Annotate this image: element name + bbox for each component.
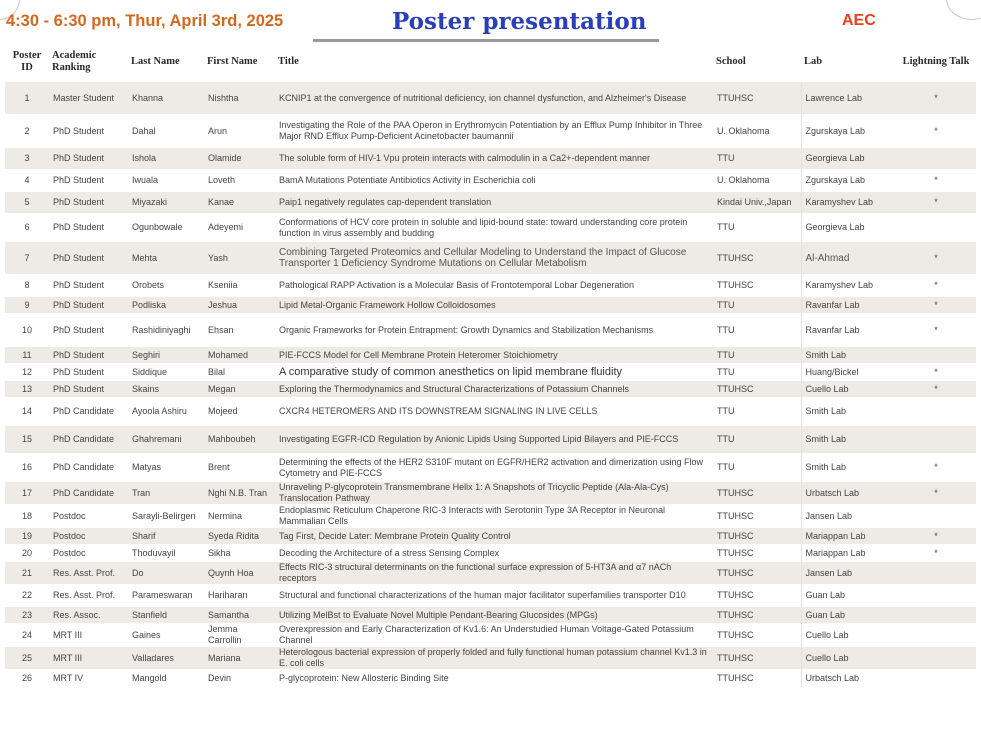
lightning-talk-cell	[896, 647, 976, 670]
lab-cell: Cuello Lab	[801, 381, 896, 398]
poster-id-cell: 7	[5, 242, 49, 275]
lab-cell: Georgieva Lab	[801, 148, 896, 170]
school-cell: TTUHSC	[713, 505, 801, 528]
poster-id-cell: 2	[5, 115, 49, 148]
table-row	[5, 647, 976, 670]
title-cell: Investigating the Role of the PAA Operon in Erythromycin Potentiation by an Efflux Pump Inhibitor in Three Major RND Efflux Pump-Deficient Acinetobacter baumannii	[275, 115, 713, 148]
poster-id-cell: 5	[5, 192, 49, 214]
title-cell: CXCR4 HETEROMERS AND ITS DOWNSTREAM SIGNALING IN LIVE CELLS	[275, 398, 713, 426]
school-cell: TTUHSC	[713, 242, 801, 275]
first-name-cell: Nishtha	[204, 82, 275, 115]
lightning-talk-cell	[896, 426, 976, 454]
table-row	[5, 528, 976, 545]
poster-id-cell: 13	[5, 381, 49, 398]
lightning-talk-cell: *	[896, 381, 976, 398]
title-cell: Conformations of HCV core protein in soluble and lipid-bound state: toward understanding core protein function in virus assembly and budding	[275, 214, 713, 242]
academic-ranking-cell: MRT IV	[49, 670, 128, 687]
lab-cell: Urbatsch Lab	[801, 482, 896, 505]
table-row	[5, 426, 976, 454]
lab-cell: Guan Lab	[801, 607, 896, 624]
academic-ranking-cell: PhD Student	[49, 297, 128, 314]
table-row	[5, 545, 976, 562]
first-name-cell: Mariana	[204, 647, 275, 670]
last-name-cell: Ogunbowale	[128, 214, 204, 242]
school-cell: TTUHSC	[713, 562, 801, 585]
poster-id-cell: 14	[5, 398, 49, 426]
academic-ranking-cell: PhD Candidate	[49, 482, 128, 505]
academic-ranking-cell: Res. Assoc.	[49, 607, 128, 624]
first-name-cell: Loveth	[204, 170, 275, 192]
lab-cell: Karamyshev Lab	[801, 275, 896, 297]
last-name-cell: Iwuala	[128, 170, 204, 192]
academic-ranking-cell: PhD Student	[49, 214, 128, 242]
academic-ranking-cell: PhD Student	[49, 381, 128, 398]
lab-cell: Jansen Lab	[801, 505, 896, 528]
school-cell: TTUHSC	[713, 275, 801, 297]
title-cell: Effects RIC-3 structural determinants on the functional surface expression of 5-HT3A and α7 nACh receptors	[275, 562, 713, 585]
table-row	[5, 607, 976, 624]
academic-ranking-cell: PhD Student	[49, 170, 128, 192]
academic-ranking-cell: PhD Candidate	[49, 426, 128, 454]
lab-cell: Jansen Lab	[801, 562, 896, 585]
school-cell: TTU	[713, 297, 801, 314]
title-cell: Overexpression and Early Characterization of Kv1.6: An Understudied Human Voltage-Gated Potassium Channel	[275, 624, 713, 647]
poster-id-cell: 21	[5, 562, 49, 585]
academic-ranking-cell: Postdoc	[49, 545, 128, 562]
title-cell: BamA Mutations Potentiate Antibiotics Activity in Escherichia coli	[275, 170, 713, 192]
school-cell: TTU	[713, 398, 801, 426]
school-cell: TTU	[713, 214, 801, 242]
col-header-lightning-talk: Lightning Talk	[902, 55, 970, 67]
col-header-title: Title	[278, 55, 299, 67]
academic-ranking-cell: PhD Student	[49, 347, 128, 364]
table-row	[5, 585, 976, 607]
lightning-talk-cell: *	[896, 364, 976, 381]
last-name-cell: Miyazaki	[128, 192, 204, 214]
title-cell: Exploring the Thermodynamics and Structural Characterizations of Potassium Channels	[275, 381, 713, 398]
table-row	[5, 562, 976, 585]
lab-cell: Zgurskaya Lab	[801, 115, 896, 148]
table-row	[5, 314, 976, 347]
academic-ranking-cell: Postdoc	[49, 528, 128, 545]
academic-ranking-cell: Res. Asst. Prof.	[49, 585, 128, 607]
last-name-cell: Mangold	[128, 670, 204, 687]
lightning-talk-cell	[896, 347, 976, 364]
last-name-cell: Matyas	[128, 454, 204, 482]
table-header-row	[5, 42, 976, 82]
poster-id-cell: 9	[5, 297, 49, 314]
lab-cell: Urbatsch Lab	[801, 670, 896, 687]
school-cell: TTUHSC	[713, 545, 801, 562]
table-row	[5, 192, 976, 214]
table-row	[5, 670, 976, 687]
title-cell: Tag First, Decide Later: Membrane Protein Quality Control	[275, 528, 713, 545]
lab-cell: Guan Lab	[801, 585, 896, 607]
lab-cell: Smith Lab	[801, 426, 896, 454]
title-cell: Combining Targeted Proteomics and Cellular Modeling to Understand the Impact of Glucose Transporter 1 Deficiency Syndrome Mutations on Cellular Metabolism	[275, 242, 713, 275]
first-name-cell: Devin	[204, 670, 275, 687]
school-cell: TTUHSC	[713, 381, 801, 398]
lightning-talk-cell	[896, 398, 976, 426]
poster-id-cell: 24	[5, 624, 49, 647]
title-cell: Paip1 negatively regulates cap-dependent translation	[275, 192, 713, 214]
table-row	[5, 148, 976, 170]
school-cell: Kindai Univ.,Japan	[713, 192, 801, 214]
lightning-talk-cell: *	[896, 297, 976, 314]
academic-ranking-cell: Master Student	[49, 82, 128, 115]
poster-id-cell: 25	[5, 647, 49, 670]
lightning-talk-cell: *	[896, 275, 976, 297]
school-cell: TTUHSC	[713, 607, 801, 624]
table-row	[5, 275, 976, 297]
last-name-cell: Ghahremani	[128, 426, 204, 454]
first-name-cell: Jeshua	[204, 297, 275, 314]
poster-id-cell: 23	[5, 607, 49, 624]
lightning-talk-cell	[896, 607, 976, 624]
last-name-cell: Ayoola Ashiru	[128, 398, 204, 426]
title-cell: Structural and functional characterizations of the human major facilitator superfamilies transporter D10	[275, 585, 713, 607]
first-name-cell: Kanae	[204, 192, 275, 214]
first-name-cell: Jemma Carrollin	[204, 624, 275, 647]
table-row	[5, 364, 976, 381]
last-name-cell: Sharif	[128, 528, 204, 545]
lightning-talk-cell: *	[896, 454, 976, 482]
lab-cell: Karamyshev Lab	[801, 192, 896, 214]
last-name-cell: Mehta	[128, 242, 204, 275]
last-name-cell: Podliska	[128, 297, 204, 314]
poster-id-cell: 10	[5, 314, 49, 347]
first-name-cell: Nghi N.B. Tran	[204, 482, 275, 505]
lightning-talk-cell	[896, 624, 976, 647]
academic-ranking-cell: MRT III	[49, 647, 128, 670]
table-row	[5, 297, 976, 314]
last-name-cell: Thoduvayil	[128, 545, 204, 562]
lightning-talk-cell: *	[896, 82, 976, 115]
academic-ranking-cell: Res. Asst. Prof.	[49, 562, 128, 585]
title-cell: Heterologous bacterial expression of properly folded and fully functional human potassium channel Kv1.3 in E. coli cells	[275, 647, 713, 670]
poster-id-cell: 22	[5, 585, 49, 607]
page-header	[0, 0, 981, 42]
school-cell: TTU	[713, 364, 801, 381]
academic-ranking-cell: PhD Student	[49, 148, 128, 170]
school-cell: TTU	[713, 148, 801, 170]
poster-id-cell: 6	[5, 214, 49, 242]
lightning-talk-cell	[896, 214, 976, 242]
table-row	[5, 82, 976, 115]
first-name-cell: Megan	[204, 381, 275, 398]
lightning-talk-cell: *	[896, 545, 976, 562]
school-cell: TTU	[713, 314, 801, 347]
first-name-cell: Syeda Ridita	[204, 528, 275, 545]
poster-id-cell: 8	[5, 275, 49, 297]
col-header-first-name: First Name	[207, 55, 258, 67]
last-name-cell: Do	[128, 562, 204, 585]
last-name-cell: Ishola	[128, 148, 204, 170]
poster-id-cell: 4	[5, 170, 49, 192]
last-name-cell: Sarayli-Belirgen	[128, 505, 204, 528]
table-row	[5, 505, 976, 528]
last-name-cell: Rashidiniyaghi	[128, 314, 204, 347]
lightning-talk-cell: *	[896, 242, 976, 275]
school-cell: TTUHSC	[713, 528, 801, 545]
title-cell: Unraveling P-glycoprotein Transmembrane Helix 1: A Snapshots of Tricyclic Peptide (Ala-Ala-Cys) Translocation Pathway	[275, 482, 713, 505]
title-cell: P-glycoprotein: New Allosteric Binding Site	[275, 670, 713, 687]
first-name-cell: Samantha	[204, 607, 275, 624]
school-cell: TTU	[713, 347, 801, 364]
lab-cell: Smith Lab	[801, 398, 896, 426]
lightning-talk-cell	[896, 585, 976, 607]
title-cell: A comparative study of common anesthetics on lipid membrane fluidity	[275, 364, 713, 381]
col-header-poster-id: Poster ID	[12, 49, 42, 73]
table-row	[5, 115, 976, 148]
academic-ranking-cell: PhD Student	[49, 192, 128, 214]
lab-cell: Cuello Lab	[801, 624, 896, 647]
col-header-school: School	[716, 55, 746, 67]
table-row	[5, 454, 976, 482]
table-row	[5, 398, 976, 426]
col-header-lab: Lab	[804, 55, 823, 67]
academic-ranking-cell: PhD Student	[49, 242, 128, 275]
title-cell: Decoding the Architecture of a stress Sensing Complex	[275, 545, 713, 562]
school-cell: TTUHSC	[713, 647, 801, 670]
col-header-last-name: Last Name	[131, 55, 180, 67]
poster-id-cell: 1	[5, 82, 49, 115]
table-row	[5, 347, 976, 364]
event-time: 4:30 - 6:30 pm, Thur, April 3rd, 2025	[6, 12, 284, 30]
last-name-cell: Orobets	[128, 275, 204, 297]
poster-id-cell: 11	[5, 347, 49, 364]
school-cell: TTUHSC	[713, 82, 801, 115]
table-row	[5, 624, 976, 647]
school-cell: TTUHSC	[713, 482, 801, 505]
last-name-cell: Siddique	[128, 364, 204, 381]
school-cell: TTU	[713, 454, 801, 482]
academic-ranking-cell: PhD Student	[49, 314, 128, 347]
lab-cell: Zgurskaya Lab	[801, 170, 896, 192]
lab-cell: Cuello Lab	[801, 647, 896, 670]
lightning-talk-cell	[896, 148, 976, 170]
title-cell: Utilizing MelBst to Evaluate Novel Multiple Pendant-Bearing Glucosides (MPGs)	[275, 607, 713, 624]
poster-id-cell: 16	[5, 454, 49, 482]
first-name-cell: Sikha	[204, 545, 275, 562]
lightning-talk-cell	[896, 562, 976, 585]
school-cell: TTUHSC	[713, 624, 801, 647]
title-cell: Endoplasmic Reticulum Chaperone RIC-3 Interacts with Serotonin Type 3A Receptor in Neuronal Mammalian Cells	[275, 505, 713, 528]
first-name-cell: Ehsan	[204, 314, 275, 347]
poster-id-cell: 15	[5, 426, 49, 454]
academic-ranking-cell: PhD Student	[49, 115, 128, 148]
last-name-cell: Stanfield	[128, 607, 204, 624]
title-cell: Lipid Metal-Organic Framework Hollow Colloidosomes	[275, 297, 713, 314]
lab-cell: Al-Ahmad	[801, 242, 896, 275]
academic-ranking-cell: PhD Student	[49, 364, 128, 381]
title-cell: Determining the effects of the HER2 S310F mutant on EGFR/HER2 activation and dimerization using Flow Cytometry and PIE-FCCS	[275, 454, 713, 482]
first-name-cell: Nermina	[204, 505, 275, 528]
table-row	[5, 214, 976, 242]
academic-ranking-cell: Postdoc	[49, 505, 128, 528]
table-row	[5, 482, 976, 505]
first-name-cell: Olamide	[204, 148, 275, 170]
last-name-cell: Valladares	[128, 647, 204, 670]
first-name-cell: Hariharan	[204, 585, 275, 607]
title-cell: Organic Frameworks for Protein Entrapment: Growth Dynamics and Stabilization Mechanisms	[275, 314, 713, 347]
first-name-cell: Bilal	[204, 364, 275, 381]
first-name-cell: Mojeed	[204, 398, 275, 426]
lightning-talk-cell	[896, 505, 976, 528]
col-header-academic-ranking: Academic Ranking	[52, 49, 97, 73]
table-row	[5, 242, 976, 275]
school-cell: U. Oklahoma	[713, 170, 801, 192]
lightning-talk-cell: *	[896, 115, 976, 148]
school-cell: TTUHSC	[713, 585, 801, 607]
title-cell: Investigating EGFR-ICD Regulation by Anionic Lipids Using Supported Lipid Bilayers and PIE-FCCS	[275, 426, 713, 454]
poster-id-cell: 20	[5, 545, 49, 562]
school-cell: TTUHSC	[713, 670, 801, 687]
poster-id-cell: 26	[5, 670, 49, 687]
lightning-talk-cell: *	[896, 170, 976, 192]
poster-id-cell: 17	[5, 482, 49, 505]
school-cell: TTU	[713, 426, 801, 454]
first-name-cell: Mahboubeh	[204, 426, 275, 454]
academic-ranking-cell: PhD Student	[49, 275, 128, 297]
first-name-cell: Adeyemi	[204, 214, 275, 242]
poster-id-cell: 18	[5, 505, 49, 528]
event-venue: AEC	[842, 12, 876, 29]
first-name-cell: Arun	[204, 115, 275, 148]
poster-id-cell: 19	[5, 528, 49, 545]
lab-cell: Ravanfar Lab	[801, 297, 896, 314]
lab-cell: Mariappan Lab	[801, 545, 896, 562]
title-cell: KCNIP1 at the convergence of nutritional deficiency, ion channel dysfunction, and Alzheimer's Disease	[275, 82, 713, 115]
last-name-cell: Gaines	[128, 624, 204, 647]
last-name-cell: Khanna	[128, 82, 204, 115]
lab-cell: Huang/Bickel	[801, 364, 896, 381]
last-name-cell: Dahal	[128, 115, 204, 148]
first-name-cell: Brent	[204, 454, 275, 482]
title-cell: Pathological RAPP Activation is a Molecular Basis of Frontotemporal Lobar Degeneration	[275, 275, 713, 297]
poster-id-cell: 3	[5, 148, 49, 170]
lab-cell: Lawrence Lab	[801, 82, 896, 115]
academic-ranking-cell: PhD Candidate	[49, 454, 128, 482]
first-name-cell: Yash	[204, 242, 275, 275]
lightning-talk-cell	[896, 670, 976, 687]
lightning-talk-cell: *	[896, 528, 976, 545]
first-name-cell: Kseniia	[204, 275, 275, 297]
lab-cell: Mariappan Lab	[801, 528, 896, 545]
title-cell: PIE-FCCS Model for Cell Membrane Protein Heteromer Stoichiometry	[275, 347, 713, 364]
lab-cell: Ravanfar Lab	[801, 314, 896, 347]
last-name-cell: Tran	[128, 482, 204, 505]
lab-cell: Smith Lab	[801, 347, 896, 364]
poster-id-cell: 12	[5, 364, 49, 381]
table-row	[5, 170, 976, 192]
page-title: Poster presentation	[392, 8, 647, 35]
last-name-cell: Seghiri	[128, 347, 204, 364]
last-name-cell: Parameswaran	[128, 585, 204, 607]
school-cell: U. Oklahoma	[713, 115, 801, 148]
lightning-talk-cell: *	[896, 482, 976, 505]
poster-table	[5, 42, 976, 687]
first-name-cell: Quynh Hoa	[204, 562, 275, 585]
academic-ranking-cell: PhD Candidate	[49, 398, 128, 426]
table-row	[5, 381, 976, 398]
first-name-cell: Mohamed	[204, 347, 275, 364]
lab-cell: Georgieva Lab	[801, 214, 896, 242]
lightning-talk-cell: *	[896, 314, 976, 347]
academic-ranking-cell: MRT III	[49, 624, 128, 647]
lightning-talk-cell: *	[896, 192, 976, 214]
lab-cell: Smith Lab	[801, 454, 896, 482]
last-name-cell: Skains	[128, 381, 204, 398]
title-cell: The soluble form of HIV-1 Vpu protein interacts with calmodulin in a Ca2+-dependent manner	[275, 148, 713, 170]
